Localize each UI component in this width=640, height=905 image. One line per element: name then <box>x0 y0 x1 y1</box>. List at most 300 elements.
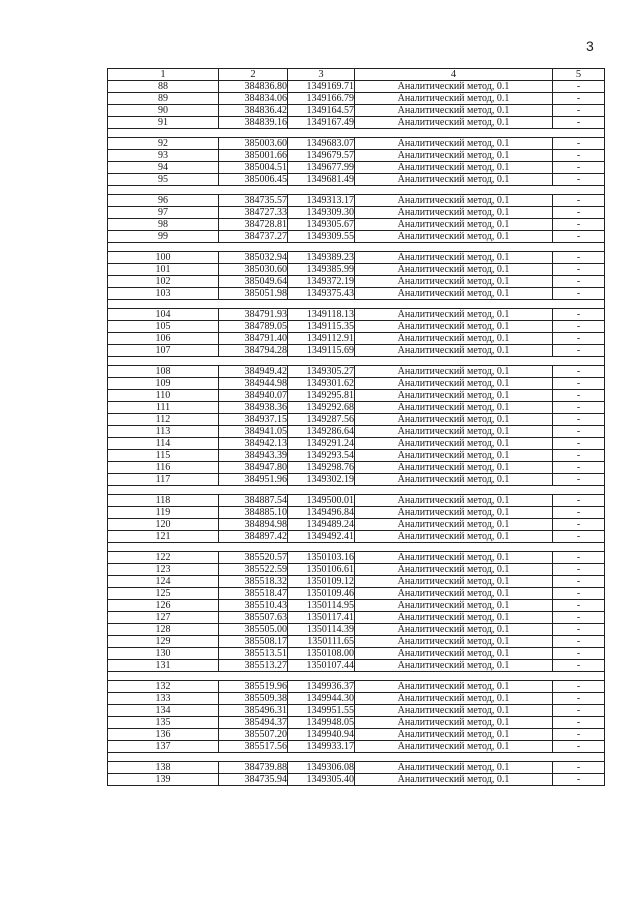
coord-y-cell: 1349293.54 <box>288 450 355 462</box>
accuracy-cell: - <box>553 636 605 648</box>
method-cell: Аналитический метод, 0.1 <box>355 264 553 276</box>
point-number-cell: 126 <box>108 600 219 612</box>
header-col-1: 1 <box>108 69 219 81</box>
method-cell: Аналитический метод, 0.1 <box>355 717 553 729</box>
table-row <box>108 762 605 774</box>
method-cell: Аналитический метод, 0.1 <box>355 693 553 705</box>
accuracy-cell: - <box>553 321 605 333</box>
method-cell: Аналитический метод, 0.1 <box>355 660 553 672</box>
method-cell: Аналитический метод, 0.1 <box>355 309 553 321</box>
coord-x-cell: 384839.16 <box>219 117 288 129</box>
table-row <box>108 150 605 162</box>
coord-x-cell: 384794.28 <box>219 345 288 357</box>
accuracy-cell: - <box>553 81 605 93</box>
accuracy-cell: - <box>553 105 605 117</box>
accuracy-cell: - <box>553 531 605 543</box>
coord-y-cell: 1349500.01 <box>288 495 355 507</box>
coord-x-cell: 384737.27 <box>219 231 288 243</box>
coord-x-cell: 384739.88 <box>219 762 288 774</box>
coord-x-cell: 384894.98 <box>219 519 288 531</box>
accuracy-cell: - <box>553 117 605 129</box>
point-number-cell: 107 <box>108 345 219 357</box>
accuracy-cell: - <box>553 495 605 507</box>
table-row <box>108 390 605 402</box>
group-separator <box>108 357 605 366</box>
coord-x-cell: 384897.42 <box>219 531 288 543</box>
accuracy-cell: - <box>553 681 605 693</box>
point-number-cell: 139 <box>108 774 219 786</box>
accuracy-cell: - <box>553 693 605 705</box>
coord-x-cell: 385522.59 <box>219 564 288 576</box>
coord-x-cell: 384728.81 <box>219 219 288 231</box>
accuracy-cell: - <box>553 162 605 174</box>
coord-x-cell: 384789.05 <box>219 321 288 333</box>
coord-y-cell: 1349951.55 <box>288 705 355 717</box>
method-cell: Аналитический метод, 0.1 <box>355 624 553 636</box>
accuracy-cell: - <box>553 288 605 300</box>
accuracy-cell: - <box>553 774 605 786</box>
coord-y-cell: 1349287.56 <box>288 414 355 426</box>
accuracy-cell: - <box>553 519 605 531</box>
accuracy-cell: - <box>553 252 605 264</box>
separator-cell <box>108 357 605 366</box>
coord-x-cell: 385507.20 <box>219 729 288 741</box>
coord-y-cell: 1350106.61 <box>288 564 355 576</box>
method-cell: Аналитический метод, 0.1 <box>355 333 553 345</box>
table-row <box>108 219 605 231</box>
accuracy-cell: - <box>553 729 605 741</box>
coord-y-cell: 1349286.64 <box>288 426 355 438</box>
method-cell: Аналитический метод, 0.1 <box>355 774 553 786</box>
coord-x-cell: 385508.17 <box>219 636 288 648</box>
coord-y-cell: 1350109.46 <box>288 588 355 600</box>
point-number-cell: 129 <box>108 636 219 648</box>
coord-y-cell: 1349372.19 <box>288 276 355 288</box>
table-row <box>108 600 605 612</box>
coord-y-cell: 1349309.30 <box>288 207 355 219</box>
method-cell: Аналитический метод, 0.1 <box>355 729 553 741</box>
table-row <box>108 333 605 345</box>
accuracy-cell: - <box>553 600 605 612</box>
point-number-cell: 125 <box>108 588 219 600</box>
method-cell: Аналитический метод, 0.1 <box>355 378 553 390</box>
coord-x-cell: 384735.94 <box>219 774 288 786</box>
coord-y-cell: 1349933.17 <box>288 741 355 753</box>
point-number-cell: 134 <box>108 705 219 717</box>
coord-y-cell: 1349305.67 <box>288 219 355 231</box>
table-row <box>108 612 605 624</box>
point-number-cell: 100 <box>108 252 219 264</box>
coord-x-cell: 385051.98 <box>219 288 288 300</box>
point-number-cell: 91 <box>108 117 219 129</box>
coord-y-cell: 1349169.71 <box>288 81 355 93</box>
table-row <box>108 231 605 243</box>
coord-y-cell: 1349309.55 <box>288 231 355 243</box>
table-row <box>108 195 605 207</box>
method-cell: Аналитический метод, 0.1 <box>355 636 553 648</box>
table-row <box>108 741 605 753</box>
group-separator <box>108 243 605 252</box>
coord-x-cell: 385513.27 <box>219 660 288 672</box>
accuracy-cell: - <box>553 150 605 162</box>
table-row <box>108 495 605 507</box>
point-number-cell: 90 <box>108 105 219 117</box>
point-number-cell: 112 <box>108 414 219 426</box>
point-number-cell: 97 <box>108 207 219 219</box>
accuracy-cell: - <box>553 309 605 321</box>
coord-x-cell: 385507.63 <box>219 612 288 624</box>
method-cell: Аналитический метод, 0.1 <box>355 93 553 105</box>
accuracy-cell: - <box>553 564 605 576</box>
group-separator <box>108 543 605 552</box>
table-row <box>108 462 605 474</box>
point-number-cell: 92 <box>108 138 219 150</box>
method-cell: Аналитический метод, 0.1 <box>355 276 553 288</box>
coord-y-cell: 1349306.08 <box>288 762 355 774</box>
coord-y-cell: 1349167.49 <box>288 117 355 129</box>
table-row <box>108 729 605 741</box>
table-row <box>108 321 605 333</box>
coord-x-cell: 384951.96 <box>219 474 288 486</box>
point-number-cell: 119 <box>108 507 219 519</box>
point-number-cell: 117 <box>108 474 219 486</box>
coord-x-cell: 385513.51 <box>219 648 288 660</box>
table-row <box>108 624 605 636</box>
table-row <box>108 438 605 450</box>
separator-cell <box>108 300 605 309</box>
group-separator <box>108 300 605 309</box>
coord-y-cell: 1349292.68 <box>288 402 355 414</box>
point-number-cell: 124 <box>108 576 219 588</box>
coord-x-cell: 385004.51 <box>219 162 288 174</box>
table-row <box>108 774 605 786</box>
accuracy-cell: - <box>553 552 605 564</box>
accuracy-cell: - <box>553 219 605 231</box>
method-cell: Аналитический метод, 0.1 <box>355 612 553 624</box>
coord-y-cell: 1349305.27 <box>288 366 355 378</box>
accuracy-cell: - <box>553 450 605 462</box>
method-cell: Аналитический метод, 0.1 <box>355 438 553 450</box>
method-cell: Аналитический метод, 0.1 <box>355 648 553 660</box>
point-number-cell: 132 <box>108 681 219 693</box>
point-number-cell: 108 <box>108 366 219 378</box>
coord-y-cell: 1349298.76 <box>288 462 355 474</box>
method-cell: Аналитический метод, 0.1 <box>355 207 553 219</box>
point-number-cell: 109 <box>108 378 219 390</box>
accuracy-cell: - <box>553 474 605 486</box>
method-cell: Аналитический метод, 0.1 <box>355 741 553 753</box>
coord-y-cell: 1349489.24 <box>288 519 355 531</box>
accuracy-cell: - <box>553 93 605 105</box>
coord-x-cell: 384938.36 <box>219 402 288 414</box>
point-number-cell: 133 <box>108 693 219 705</box>
table-row <box>108 93 605 105</box>
table-row <box>108 519 605 531</box>
coord-x-cell: 384791.40 <box>219 333 288 345</box>
method-cell: Аналитический метод, 0.1 <box>355 705 553 717</box>
point-number-cell: 131 <box>108 660 219 672</box>
separator-cell <box>108 672 605 681</box>
point-number-cell: 89 <box>108 93 219 105</box>
point-number-cell: 121 <box>108 531 219 543</box>
table-row <box>108 693 605 705</box>
accuracy-cell: - <box>553 426 605 438</box>
point-number-cell: 138 <box>108 762 219 774</box>
point-number-cell: 136 <box>108 729 219 741</box>
table-row <box>108 648 605 660</box>
method-cell: Аналитический метод, 0.1 <box>355 231 553 243</box>
method-cell: Аналитический метод, 0.1 <box>355 495 553 507</box>
table-row <box>108 378 605 390</box>
accuracy-cell: - <box>553 624 605 636</box>
table-row <box>108 117 605 129</box>
coord-y-cell: 1349677.99 <box>288 162 355 174</box>
coord-x-cell: 384887.54 <box>219 495 288 507</box>
coord-x-cell: 385518.32 <box>219 576 288 588</box>
header-col-3: 3 <box>288 69 355 81</box>
table-row <box>108 207 605 219</box>
table-row <box>108 564 605 576</box>
coord-x-cell: 385006.45 <box>219 174 288 186</box>
accuracy-cell: - <box>553 333 605 345</box>
coord-y-cell: 1349118.13 <box>288 309 355 321</box>
coord-y-cell: 1349313.17 <box>288 195 355 207</box>
point-number-cell: 102 <box>108 276 219 288</box>
table-row <box>108 288 605 300</box>
coord-y-cell: 1349305.40 <box>288 774 355 786</box>
accuracy-cell: - <box>553 138 605 150</box>
coord-y-cell: 1350111.65 <box>288 636 355 648</box>
table-row <box>108 366 605 378</box>
table-row <box>108 531 605 543</box>
accuracy-cell: - <box>553 231 605 243</box>
coord-x-cell: 384949.42 <box>219 366 288 378</box>
method-cell: Аналитический метод, 0.1 <box>355 162 553 174</box>
method-cell: Аналитический метод, 0.1 <box>355 150 553 162</box>
table-header-row <box>108 69 605 81</box>
header-col-2: 2 <box>219 69 288 81</box>
coord-y-cell: 1350114.95 <box>288 600 355 612</box>
table-row <box>108 309 605 321</box>
separator-cell <box>108 129 605 138</box>
accuracy-cell: - <box>553 762 605 774</box>
method-cell: Аналитический метод, 0.1 <box>355 345 553 357</box>
method-cell: Аналитический метод, 0.1 <box>355 105 553 117</box>
method-cell: Аналитический метод, 0.1 <box>355 552 553 564</box>
method-cell: Аналитический метод, 0.1 <box>355 402 553 414</box>
method-cell: Аналитический метод, 0.1 <box>355 588 553 600</box>
accuracy-cell: - <box>553 741 605 753</box>
coord-x-cell: 384944.98 <box>219 378 288 390</box>
coord-y-cell: 1349385.99 <box>288 264 355 276</box>
table-row <box>108 345 605 357</box>
accuracy-cell: - <box>553 660 605 672</box>
accuracy-cell: - <box>553 366 605 378</box>
coord-x-cell: 384943.39 <box>219 450 288 462</box>
coord-y-cell: 1349389.23 <box>288 252 355 264</box>
coord-x-cell: 384941.05 <box>219 426 288 438</box>
coord-x-cell: 385001.66 <box>219 150 288 162</box>
coord-y-cell: 1349936.37 <box>288 681 355 693</box>
coord-y-cell: 1350117.41 <box>288 612 355 624</box>
point-number-cell: 106 <box>108 333 219 345</box>
table-row <box>108 414 605 426</box>
table-row <box>108 402 605 414</box>
point-number-cell: 116 <box>108 462 219 474</box>
point-number-cell: 113 <box>108 426 219 438</box>
point-number-cell: 94 <box>108 162 219 174</box>
method-cell: Аналитический метод, 0.1 <box>355 564 553 576</box>
coord-x-cell: 385518.47 <box>219 588 288 600</box>
group-separator <box>108 486 605 495</box>
table-row <box>108 681 605 693</box>
separator-cell <box>108 753 605 762</box>
point-number-cell: 88 <box>108 81 219 93</box>
table-row <box>108 264 605 276</box>
method-cell: Аналитический метод, 0.1 <box>355 531 553 543</box>
coord-y-cell: 1349301.62 <box>288 378 355 390</box>
table-row <box>108 705 605 717</box>
separator-cell <box>108 486 605 495</box>
point-number-cell: 114 <box>108 438 219 450</box>
method-cell: Аналитический метод, 0.1 <box>355 507 553 519</box>
accuracy-cell: - <box>553 705 605 717</box>
coord-y-cell: 1349940.94 <box>288 729 355 741</box>
table-body <box>108 81 605 786</box>
method-cell: Аналитический метод, 0.1 <box>355 426 553 438</box>
method-cell: Аналитический метод, 0.1 <box>355 681 553 693</box>
point-number-cell: 104 <box>108 309 219 321</box>
coord-y-cell: 1349166.79 <box>288 93 355 105</box>
coord-x-cell: 384947.80 <box>219 462 288 474</box>
method-cell: Аналитический метод, 0.1 <box>355 762 553 774</box>
table-row <box>108 138 605 150</box>
method-cell: Аналитический метод, 0.1 <box>355 474 553 486</box>
coord-x-cell: 385517.56 <box>219 741 288 753</box>
method-cell: Аналитический метод, 0.1 <box>355 366 553 378</box>
table-row <box>108 552 605 564</box>
accuracy-cell: - <box>553 174 605 186</box>
header-col-4: 4 <box>355 69 553 81</box>
separator-cell <box>108 243 605 252</box>
coord-x-cell: 385030.60 <box>219 264 288 276</box>
method-cell: Аналитический метод, 0.1 <box>355 321 553 333</box>
separator-cell <box>108 186 605 195</box>
point-number-cell: 137 <box>108 741 219 753</box>
point-number-cell: 122 <box>108 552 219 564</box>
table-row <box>108 450 605 462</box>
group-separator <box>108 672 605 681</box>
table-row <box>108 660 605 672</box>
coord-y-cell: 1349291.24 <box>288 438 355 450</box>
point-number-cell: 98 <box>108 219 219 231</box>
coord-x-cell: 384940.07 <box>219 390 288 402</box>
method-cell: Аналитический метод, 0.1 <box>355 174 553 186</box>
coord-y-cell: 1350103.16 <box>288 552 355 564</box>
coord-y-cell: 1350107.44 <box>288 660 355 672</box>
table-row <box>108 174 605 186</box>
coord-y-cell: 1349115.69 <box>288 345 355 357</box>
coord-y-cell: 1350114.39 <box>288 624 355 636</box>
coord-y-cell: 1349112.91 <box>288 333 355 345</box>
coord-y-cell: 1349681.49 <box>288 174 355 186</box>
table-row <box>108 636 605 648</box>
accuracy-cell: - <box>553 345 605 357</box>
coord-x-cell: 385032.94 <box>219 252 288 264</box>
accuracy-cell: - <box>553 462 605 474</box>
coord-y-cell: 1349295.81 <box>288 390 355 402</box>
coord-y-cell: 1350109.12 <box>288 576 355 588</box>
table-row <box>108 474 605 486</box>
point-number-cell: 120 <box>108 519 219 531</box>
accuracy-cell: - <box>553 195 605 207</box>
table-row <box>108 588 605 600</box>
point-number-cell: 128 <box>108 624 219 636</box>
coord-y-cell: 1349944.30 <box>288 693 355 705</box>
header-col-5: 5 <box>553 69 605 81</box>
accuracy-cell: - <box>553 576 605 588</box>
point-number-cell: 101 <box>108 264 219 276</box>
coord-x-cell: 385520.57 <box>219 552 288 564</box>
coord-y-cell: 1349683.07 <box>288 138 355 150</box>
coord-x-cell: 385494.37 <box>219 717 288 729</box>
coordinates-table <box>107 68 605 786</box>
coord-y-cell: 1349679.57 <box>288 150 355 162</box>
table-row <box>108 507 605 519</box>
coord-y-cell: 1350108.00 <box>288 648 355 660</box>
method-cell: Аналитический метод, 0.1 <box>355 519 553 531</box>
coord-x-cell: 384735.57 <box>219 195 288 207</box>
method-cell: Аналитический метод, 0.1 <box>355 414 553 426</box>
point-number-cell: 95 <box>108 174 219 186</box>
accuracy-cell: - <box>553 612 605 624</box>
coord-y-cell: 1349115.35 <box>288 321 355 333</box>
accuracy-cell: - <box>553 414 605 426</box>
point-number-cell: 130 <box>108 648 219 660</box>
coord-x-cell: 385003.60 <box>219 138 288 150</box>
method-cell: Аналитический метод, 0.1 <box>355 195 553 207</box>
accuracy-cell: - <box>553 507 605 519</box>
coord-x-cell: 384836.42 <box>219 105 288 117</box>
accuracy-cell: - <box>553 264 605 276</box>
point-number-cell: 110 <box>108 390 219 402</box>
coord-x-cell: 385505.00 <box>219 624 288 636</box>
method-cell: Аналитический метод, 0.1 <box>355 117 553 129</box>
method-cell: Аналитический метод, 0.1 <box>355 288 553 300</box>
coord-x-cell: 384727.33 <box>219 207 288 219</box>
point-number-cell: 118 <box>108 495 219 507</box>
coord-y-cell: 1349302.19 <box>288 474 355 486</box>
point-number-cell: 123 <box>108 564 219 576</box>
method-cell: Аналитический метод, 0.1 <box>355 462 553 474</box>
coord-x-cell: 385496.31 <box>219 705 288 717</box>
coord-y-cell: 1349164.57 <box>288 105 355 117</box>
coord-y-cell: 1349496.84 <box>288 507 355 519</box>
accuracy-cell: - <box>553 438 605 450</box>
coord-x-cell: 385509.38 <box>219 693 288 705</box>
coord-y-cell: 1349492.41 <box>288 531 355 543</box>
separator-cell <box>108 543 605 552</box>
point-number-cell: 93 <box>108 150 219 162</box>
table-row <box>108 717 605 729</box>
accuracy-cell: - <box>553 717 605 729</box>
coord-x-cell: 384937.15 <box>219 414 288 426</box>
table-row <box>108 81 605 93</box>
accuracy-cell: - <box>553 276 605 288</box>
accuracy-cell: - <box>553 378 605 390</box>
point-number-cell: 115 <box>108 450 219 462</box>
point-number-cell: 111 <box>108 402 219 414</box>
